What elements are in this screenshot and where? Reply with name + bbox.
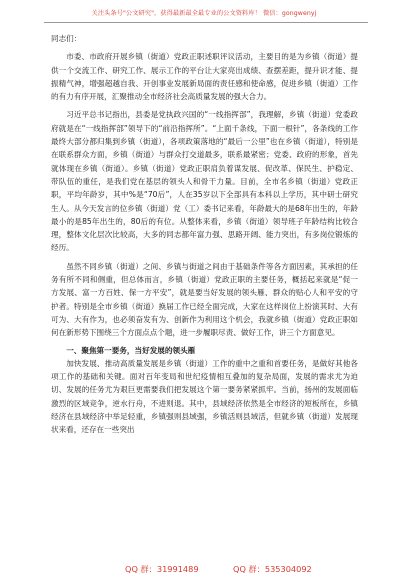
section-heading: 一、聚焦第一要务，当好发展的领头雁 bbox=[66, 345, 196, 355]
paragraph-1: 市委、市政府开展乡镇（街道）党政正职述职评议活动，主要目的是为乡镇（街道）提供一个交流工作、研究工作、展示工作的平台让大家亮出成绩、查摆差距，提升识才能、提振精气神，增强超越自我、开创事业发展新局面的责任感和使命感，促进乡镇（街道）工作的有力有序开展，汇聚推动全市经济社会高质量发展的强大合力。 bbox=[51, 52, 358, 102]
header-divider bbox=[44, 22, 368, 23]
salutation: 同志们： bbox=[51, 34, 82, 43]
document-body bbox=[51, 32, 358, 437]
paragraph-4: 加快发展、推动高质量发展是乡镇（街道）工作的重中之重和首要任务，是做好其他各项工作的基础和关键。面对百年变局和世纪疫情相互叠加的复杂局面，发展的需求尤为迫切、发展的任务尤为艰巨更需要我们把发展这个第一要务紧紧抓牢。当前，扬州的发展面临激烈的区域竞争，逆水行舟，不进则退。其中，县域经济依然是全市经济的短板所在，乡镇经济在县域经济中举足轻重，乡镇强则县域强，乡镇活则县域活，但就乡镇（街道）发展现状来看，还存在一些突出 bbox=[51, 358, 358, 435]
footer-qq-group-1: QQ 群：31991489 bbox=[125, 564, 199, 574]
page-footer bbox=[0, 564, 408, 578]
paragraph-2: 习近平总书记指出，县委是党执政兴国的“一线指挥部”，我理解，乡镇（街道）党委政府就是在“一线指挥部”领导下的“前沿指挥所”。“上面千条线，下面一根针”，各条线的工作最终大部分都归集到乡镇（街道），各项政策落地的“最后一公里”也在乡镇（街道），特别是在联系群众方面，乡镇（街道）与群众打交道最多，联系最紧密；党委、政府的形象，首先就体现在乡镇（街道）。乡镇（街道）党政正职肩负着谋发展、促改革、保民生、护稳定、带队伍的重任，是我们党在基层的领头人和骨干力量。目前，全市名乡镇（街道）党政正职，平均年龄岁，其中%是“70后”，人在35岁以下全部具有本科以上学历，其中研士研究生人。从今天发言的位乡镇（街道）党（工）委书记来看，年龄最大的是68年出生的，年龄最小的是85年出生的，80后的有位。从整体来看，乡镇（街道）领导班子年龄结构比较合理，整体文化层次比较高，大多的同志都年富力强、思路开阔、能力突出，有多岗位锻炼的经历。 bbox=[51, 110, 358, 253]
paragraph-3: 虽然不同乡镇（街道）之间、乡镇与街道之间由于基础条件等各方面因素，其承担的任务有所不同和侧重，但总体而言，乡镇（街道）党政正职的主要任务，概括起来就是“促一方发展、富一方百姓、保一方平安”，就是要当好发展的领头雁、群众的贴心人和平安的守护者。特别是全市乡镇（街道）换届工作已经全面完成，大家在这样岗位上扮演其时、大有可为、大有作为，也必须奋发有为、创新作为利用这个机会，我就乡镇（街道）党政正职如何在新形势下围绕三个方面点点个题，进一步履职尽责、做好工作，讲三个方面意见。 bbox=[51, 261, 358, 338]
page-header bbox=[0, 0, 408, 26]
footer-qq-group-2: QQ 群：535304092 bbox=[233, 564, 312, 574]
header-notice: 关注头条号"公文研究"，获得最新最全最专业的公文资料库！ 微信：gongwenyj bbox=[91, 10, 317, 17]
